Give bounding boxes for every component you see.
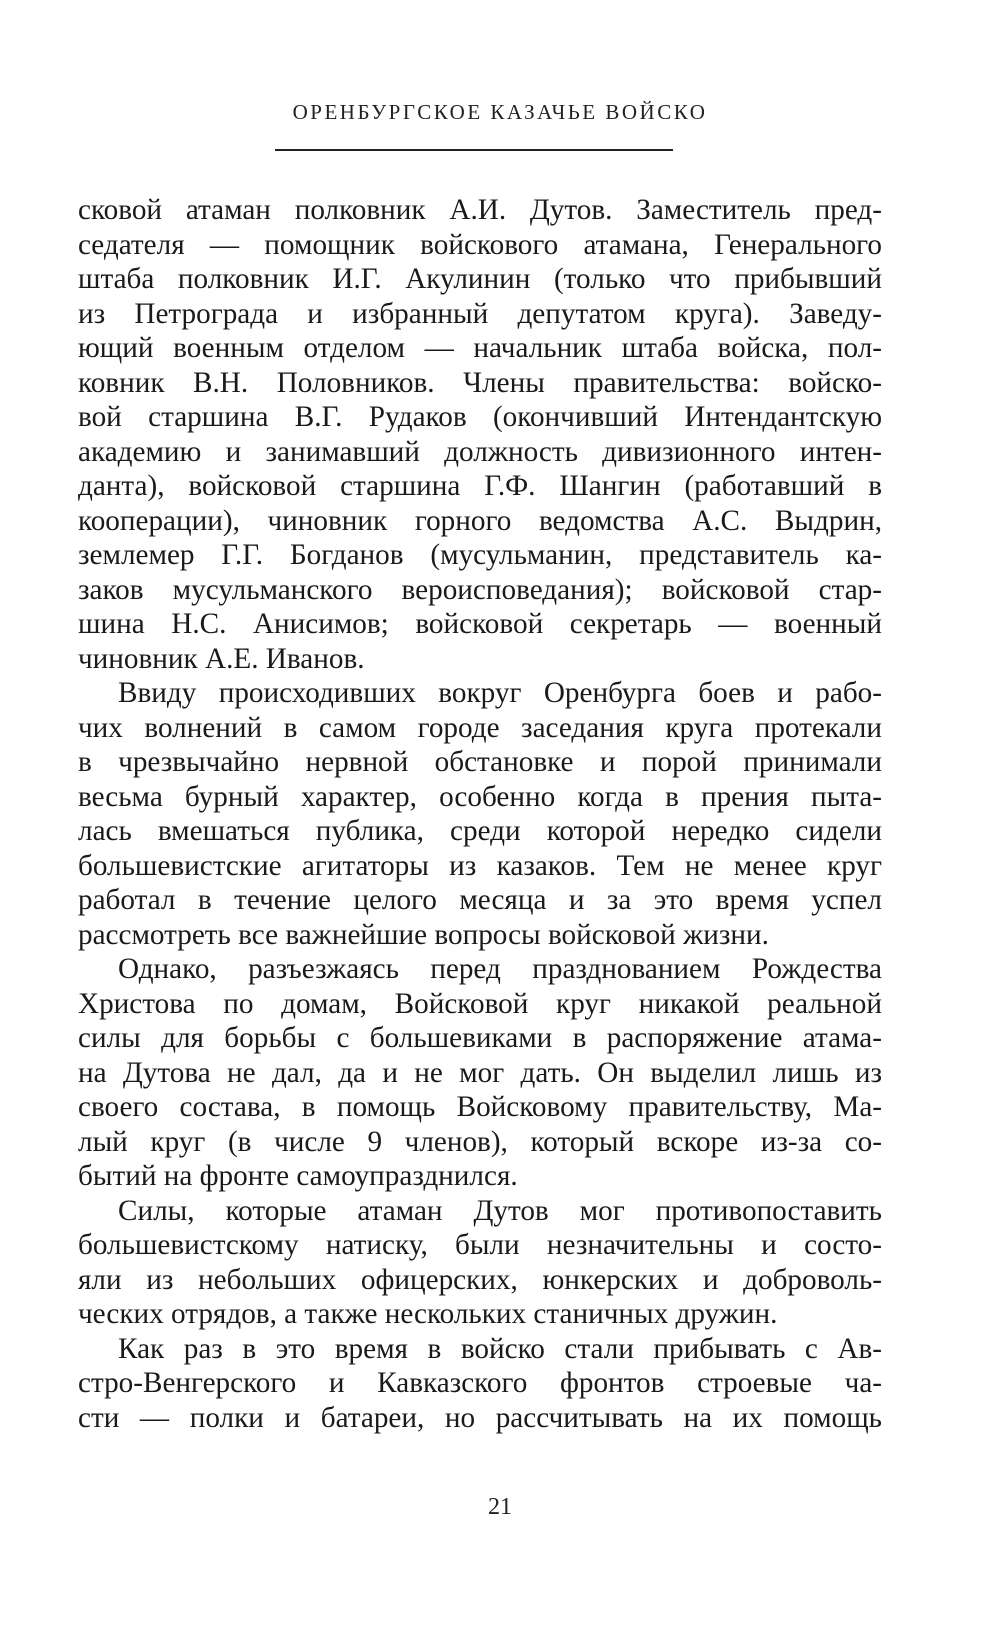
text-line: штаба полковник И.Г. Акулинин (только что прибывший <box>78 263 882 295</box>
text-line: большевистскому натиску, были незначительны и состо- <box>78 1229 882 1261</box>
text-line: данта), войсковой старшина Г.Ф. Шангин (работавший в <box>78 470 882 502</box>
text-line: землемер Г.Г. Богданов (мусульманин, представитель ка- <box>78 539 882 571</box>
header-rule <box>275 149 673 151</box>
text-line: в чрезвычайно нервной обстановке и порой принимали <box>78 746 882 778</box>
paragraph-first-line: Как раз в это время в войско стали прибывать с Ав- <box>118 1332 882 1365</box>
text-line: академию и занимавший должность дивизионного интен- <box>78 435 882 468</box>
text-line: рассмотреть все важнейшие вопросы войсковой жизни. <box>78 918 769 951</box>
text-line: чиновник А.Е. Иванов. <box>78 642 365 675</box>
text-line: лый круг (в числе 9 членов), который вскоре из-за со- <box>78 1125 882 1158</box>
text-line: ющий военным отделом — начальник штаба войска, пол- <box>78 332 882 364</box>
text-line: бытий на фронте самоупразднился. <box>78 1160 518 1192</box>
text-line: весьма бурный характер, особенно когда в прения пыта- <box>78 780 882 813</box>
text-line: вой старшина В.Г. Рудаков (окончивший Интендантскую <box>78 401 882 433</box>
text-line: большевистские агитаторы из казаков. Тем не менее круг <box>78 849 882 882</box>
paragraph-first-line: Однако, разъезжаясь перед празднованием Рождества <box>118 953 882 985</box>
text-line: работал в течение целого месяца и за это время успел <box>78 884 882 916</box>
text-line: кооперации), чиновник горного ведомства А.С. Выдрин, <box>78 504 882 537</box>
text-line: из Петрограда и избранный депутатом круга). Заведу- <box>78 297 882 330</box>
text-line: силы для борьбы с большевиками в распоряжение атама- <box>78 1022 882 1054</box>
running-head-title: ОРЕНБУРГСКОЕ КАЗАЧЬЕ ВОЙСКО <box>292 100 708 124</box>
main-text <box>78 193 882 1435</box>
text-line: шина Н.С. Анисимов; войсковой секретарь — военный <box>78 608 882 640</box>
page-number: 21 <box>488 1494 512 1520</box>
text-line: чих волнений в самом городе заседания круга протекали <box>78 711 882 744</box>
text-line: Христова по домам, Войсковой круг никакой реальной <box>78 987 882 1020</box>
text-line: на Дутова не дал, да и не мог дать. Он выделил лишь из <box>78 1056 882 1089</box>
text-line: стро-Венгерского и Кавказского фронтов строевые ча- <box>78 1367 882 1399</box>
paragraph-first-line: Ввиду происходивших вокруг Оренбурга боев и рабо- <box>118 677 882 709</box>
text-line: лась вмешаться публика, среди которой нередко сидели <box>78 815 882 847</box>
text-line: седателя — помощник войскового атамана, Генерального <box>78 228 882 261</box>
paragraph-first-line: Силы, которые атаман Дутов мог противопоставить <box>118 1194 882 1227</box>
text-line: своего состава, в помощь Войсковому правительству, Ма- <box>78 1091 882 1123</box>
text-line: сковой атаман полковник А.И. Дутов. Заместитель пред- <box>78 194 882 226</box>
text-line: ческих отрядов, а также нескольких станичных дружин. <box>78 1298 778 1330</box>
text-line: сти — полки и батареи, но рассчитывать на их помощь <box>78 1401 882 1434</box>
text-line: заков мусульманского вероисповедания); войсковой стар- <box>78 573 882 606</box>
text-line: яли из небольших офицерских, юнкерских и доброволь- <box>78 1263 882 1296</box>
text-line: ковник В.Н. Половников. Члены правительства: войско- <box>78 366 882 399</box>
